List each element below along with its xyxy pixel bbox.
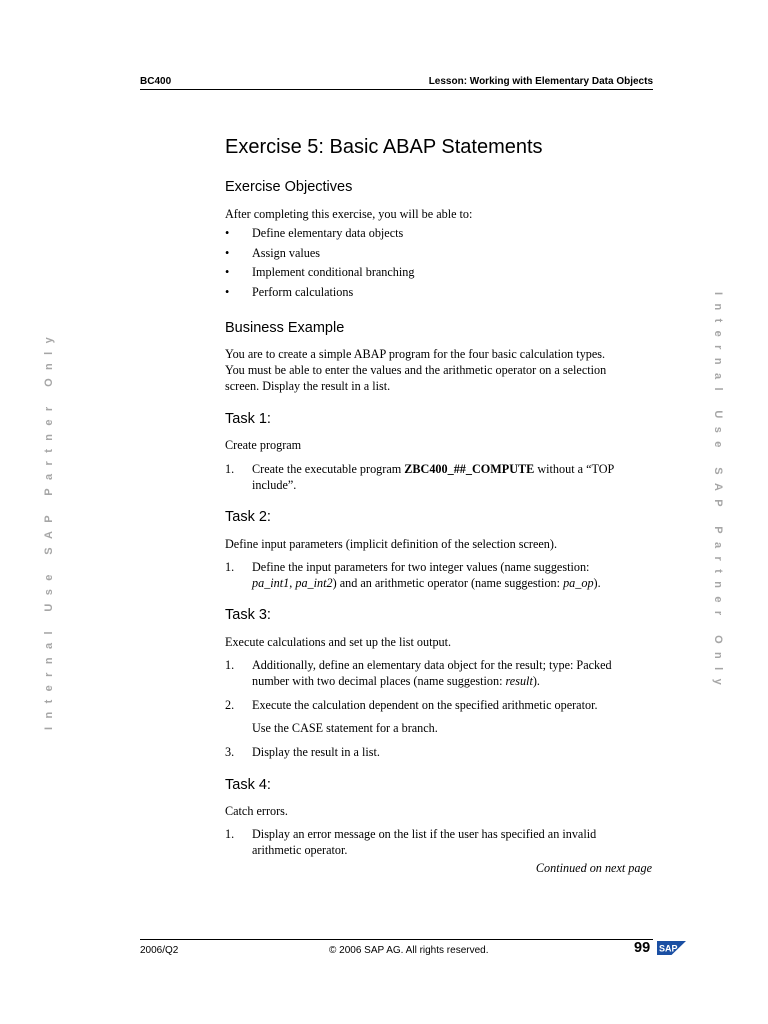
page-header	[140, 76, 653, 90]
business-line: You are to create a simple ABAP program for the four basic calculation types.	[225, 347, 606, 361]
objectives-intro: After completing this exercise, you will be able to:	[225, 207, 473, 221]
business-heading: Business Example	[225, 320, 345, 336]
list-item	[225, 284, 625, 304]
objectives-heading: Exercise Objectives	[225, 179, 353, 195]
footer-date: 2006/Q2	[140, 945, 179, 956]
step-text: Additionally, define an elementary data object for the result; type: Packed number with two decimal places (name suggestion: result).	[252, 658, 612, 688]
sap-logo-icon	[657, 941, 686, 955]
page-title: Exercise 5: Basic ABAP Statements	[225, 136, 543, 158]
watermark-left: Internal Use SAP Partner Only	[43, 328, 55, 730]
objective-text: Assign values	[252, 245, 321, 260]
business-line: screen. Display the result in a list.	[225, 379, 391, 393]
task1-intro: Create program	[225, 438, 302, 452]
task2-heading: Task 2:	[225, 509, 271, 525]
lesson-title: Lesson: Working with Elementary Data Objects	[428, 76, 653, 87]
step-text: Create the executable program ZBC400_##_COMPUTE without a “TOP include”.	[252, 462, 615, 492]
task3-intro: Execute calculations and set up the list output.	[225, 635, 452, 649]
bullet: •	[225, 265, 230, 279]
step-number: 1.	[225, 462, 235, 476]
course-code: BC400	[140, 76, 172, 87]
sap-logo-text: SAP	[659, 943, 678, 954]
step-number: 3.	[225, 745, 235, 759]
task4-heading: Task 4:	[225, 777, 271, 793]
task3-step-2-note: Use the CASE statement for a branch.	[252, 721, 438, 735]
step-number: 1.	[225, 658, 235, 672]
program-name: ZBC400_##_COMPUTE	[404, 462, 535, 476]
objective-text: Define elementary data objects	[252, 226, 404, 240]
task3-heading: Task 3:	[225, 607, 271, 623]
step-number: 2.	[225, 698, 235, 712]
list-item	[225, 245, 625, 265]
step-text: Display the result in a list.	[252, 745, 380, 759]
task4-intro: Catch errors.	[225, 804, 288, 818]
objectives-list	[225, 225, 625, 303]
page-number: 99	[634, 940, 651, 956]
task2-intro: Define input parameters (implicit definition of the selection screen).	[225, 537, 557, 551]
step-number: 1.	[225, 560, 235, 574]
step-text: Execute the calculation dependent on the specified arithmetic operator.	[252, 698, 598, 712]
continued-note: Continued on next page	[535, 861, 652, 875]
footer-rule	[140, 939, 653, 940]
list-item	[225, 264, 625, 284]
footer-copyright: © 2006 SAP AG. All rights reserved.	[329, 945, 489, 956]
bullet: •	[225, 226, 230, 240]
bullet: •	[225, 284, 230, 299]
task1-heading: Task 1:	[225, 411, 271, 427]
list-item	[225, 225, 625, 245]
objective-text: Implement conditional branching	[252, 265, 415, 279]
objective-text: Perform calculations	[252, 284, 354, 299]
step-number: 1.	[225, 827, 235, 841]
bullet: •	[225, 245, 230, 260]
step-text: Display an error message on the list if the user has specified an invalid arithmetic operator.	[252, 827, 597, 857]
step-text: Define the input parameters for two integer values (name suggestion: pa_int1, pa_int2) and an arithmetic operator (name suggestion: pa_op).	[252, 560, 601, 590]
watermark-right: Internal Use SAP Partner Only	[712, 292, 724, 694]
business-line: You must be able to enter the values and the arithmetic operator on a selection	[225, 363, 607, 377]
